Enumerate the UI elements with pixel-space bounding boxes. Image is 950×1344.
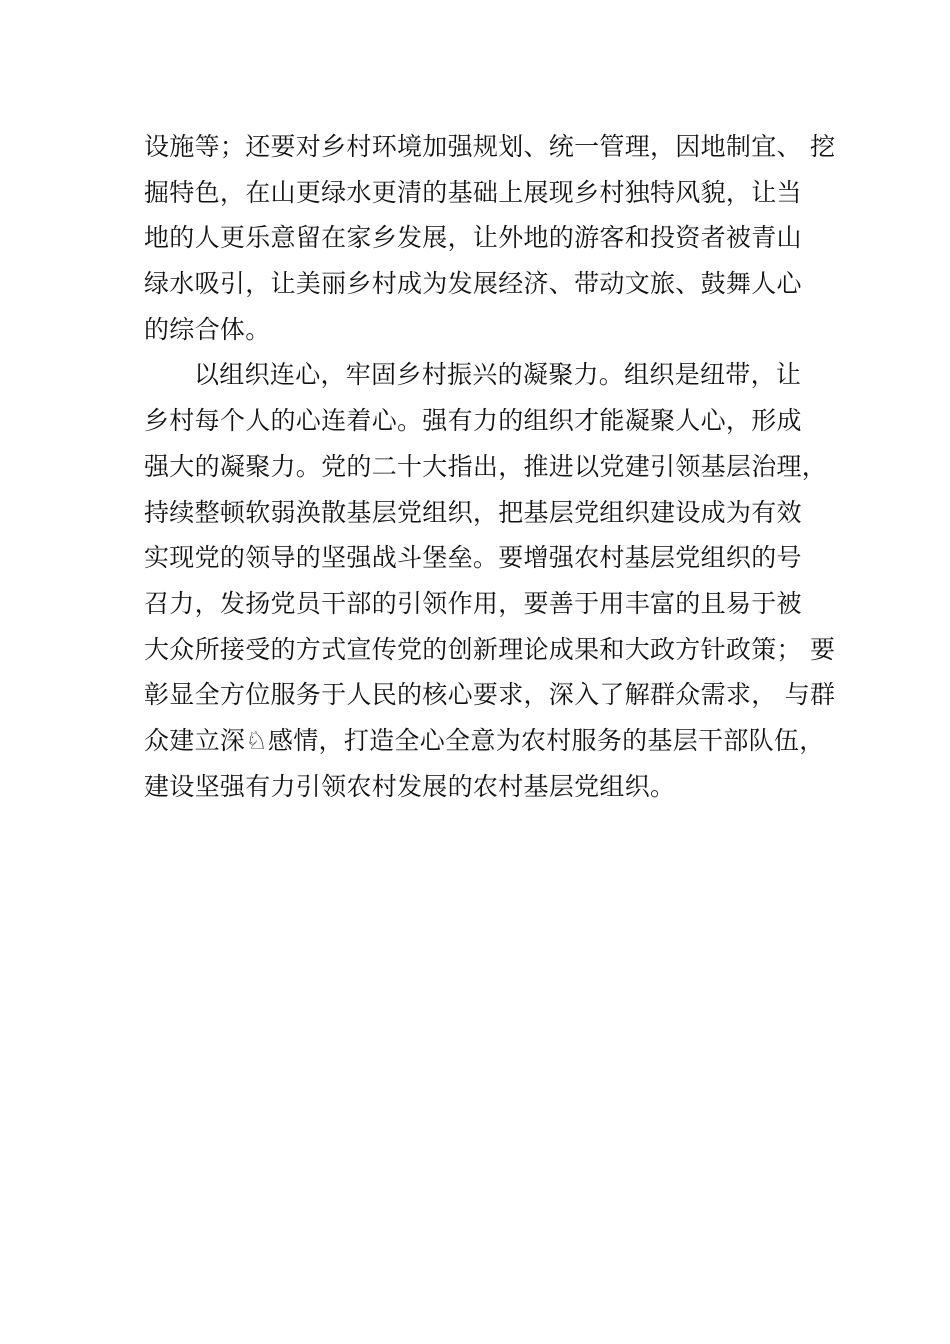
text-line: 持续整顿软弱涣散基层党组织，把基层党组织建设成为有效 <box>144 497 802 527</box>
text-line: 大众所接受的方式宣传党的创新理论成果和大政方针政策； 要 <box>144 634 836 664</box>
text-line: 彰显全方位服务于人民的核心要求，深入了解群众需求， 与群 <box>144 680 836 710</box>
document-body <box>144 124 834 809</box>
text-line: 掘特色，在山更绿水更清的基础上展现乡村独特风貌，让当 <box>144 177 802 207</box>
text-line: 绿水吸引，让美丽乡村成为发展经济、带动文旅、鼓舞人心 <box>144 269 802 299</box>
text-line: 召力，发扬党员干部的引领作用，要善于用丰富的且易于被 <box>144 588 802 618</box>
text-line: 设施等；还要对乡村环境加强规划、统一管理，因地制宜、 挖 <box>144 132 836 161</box>
text-line: 实现党的领导的坚强战斗堡垒。要增强农村基层党组织的号 <box>144 543 802 573</box>
text-line: 众建立深♘感情，打造全心全意为农村服务的基层干部队伍， <box>144 725 825 755</box>
text-line: 建设坚强有力引领农村发展的农村基层党组织。 <box>144 771 676 801</box>
text-line: 的综合体。 <box>144 314 271 344</box>
text-line: 强大的凝聚力。党的二十大指出，推进以党建引领基层治理， <box>144 451 828 481</box>
text-line: 地的人更乐意留在家乡发展，让外地的游客和投资者被青山 <box>144 223 802 253</box>
text-line: 乡村每个人的心连着心。强有力的组织才能凝聚人心，形成 <box>144 406 802 436</box>
paragraph-first-line: 以组织连心，牢固乡村振兴的凝聚力。组织是纽带，让 <box>194 360 802 390</box>
